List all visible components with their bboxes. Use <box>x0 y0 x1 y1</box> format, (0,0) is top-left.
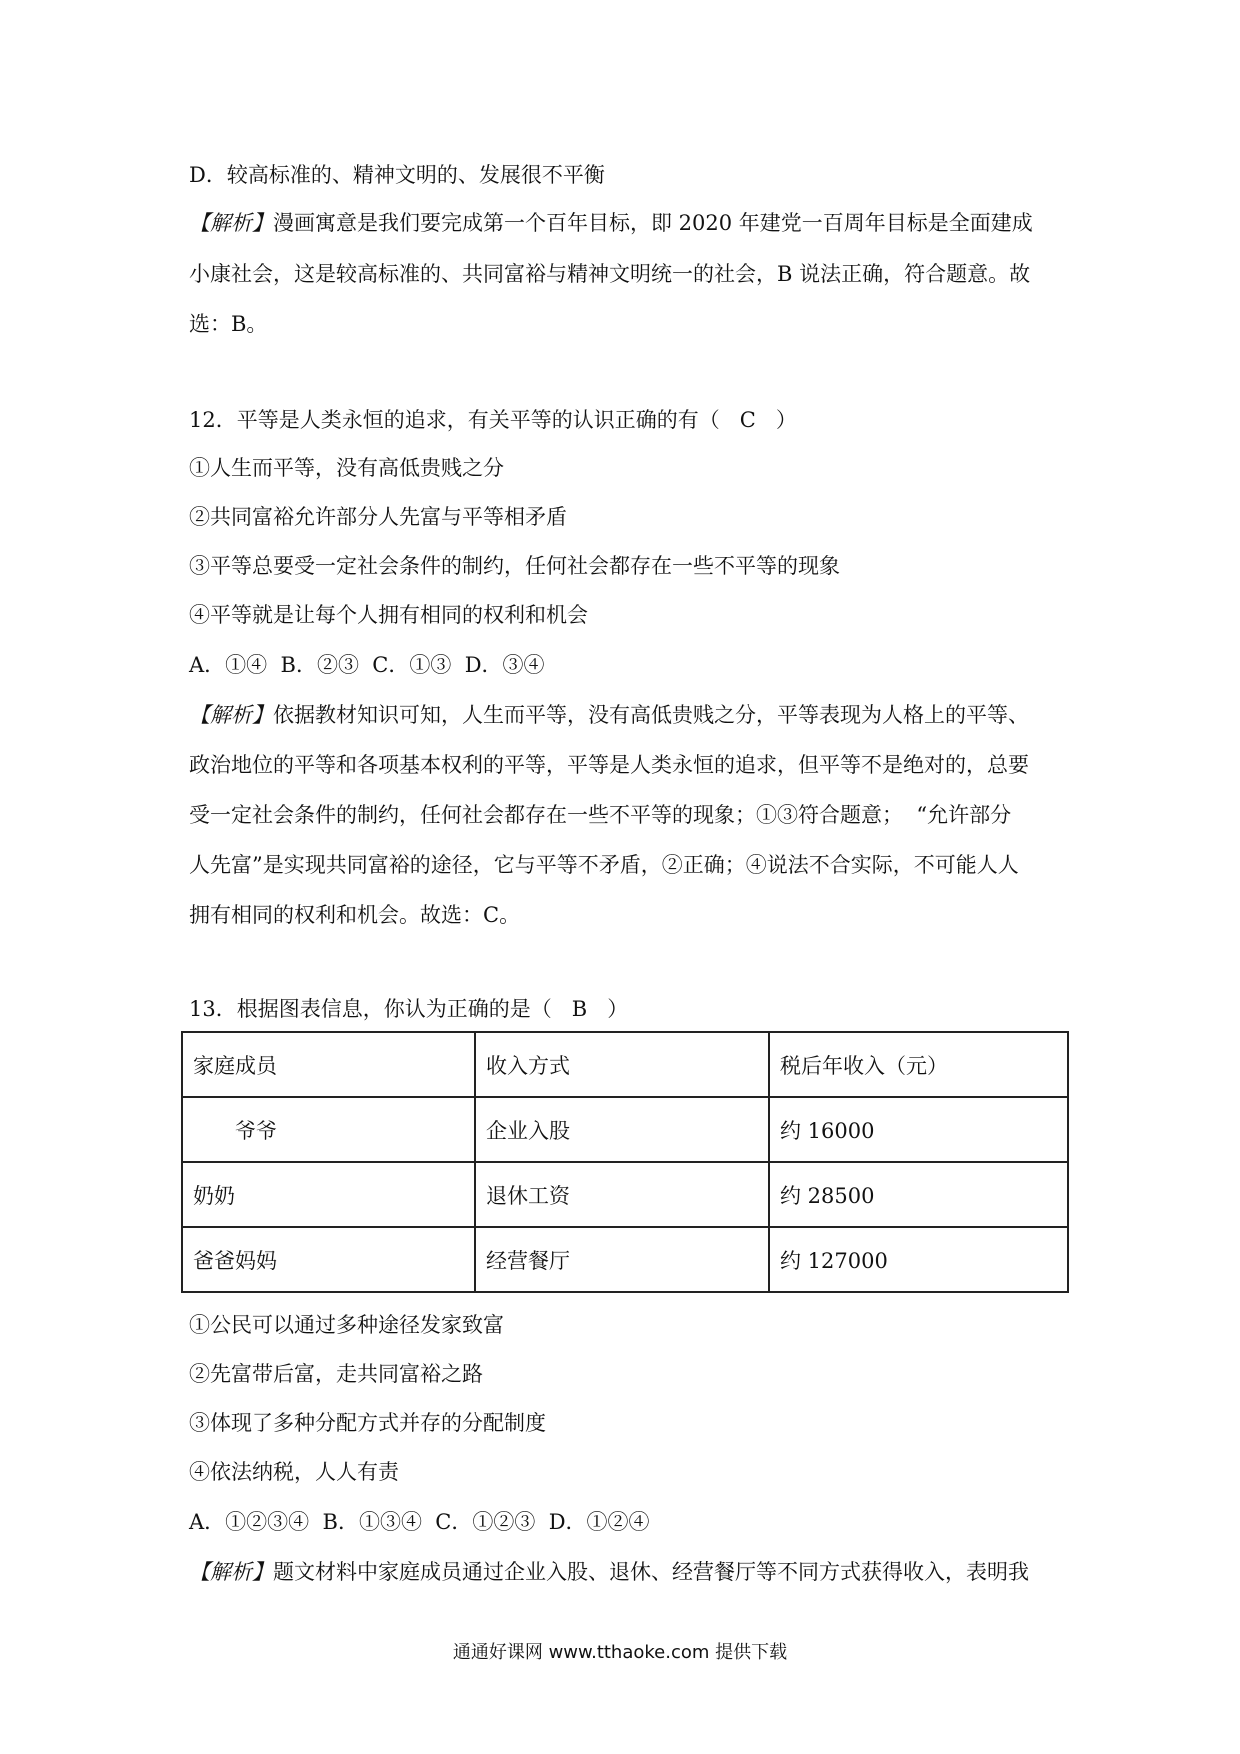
table-header-cell: 税后年收入（元） <box>769 1032 1068 1097</box>
table-row <box>182 1097 1068 1162</box>
q12-stem: 12．平等是人类永恒的追求，有关平等的认识正确的有（ C ） <box>189 408 797 432</box>
q13-statement-2: ②先富带后富，走共同富裕之路 <box>189 1362 483 1386</box>
q11-option-d: D．较高标准的、精神文明的、发展很不平衡 <box>189 163 605 187</box>
table-cell: 约 127000 <box>769 1227 1068 1292</box>
q12-analysis-line-4: 人先富”是实现共同富裕的途径，它与平等不矛盾，②正确；④说法不合实际，不可能人人 <box>189 853 1019 877</box>
q12-statement-3: ③平等总要受一定社会条件的制约，任何社会都存在一些不平等的现象 <box>189 554 840 578</box>
table-row <box>182 1227 1068 1292</box>
table-cell: 爷爷 <box>182 1097 475 1162</box>
table-cell: 奶奶 <box>182 1162 475 1227</box>
analysis-text: 题文材料中家庭成员通过企业入股、退休、经营餐厅等不同方式获得收入，表明我 <box>273 1560 1029 1584</box>
q13-stem: 13．根据图表信息，你认为正确的是（ B ） <box>189 997 629 1021</box>
analysis-tag: 【解析】 <box>189 703 273 727</box>
q13-statement-3: ③体现了多种分配方式并存的分配制度 <box>189 1411 546 1435</box>
table-cell: 经营餐厅 <box>475 1227 769 1292</box>
q12-options: A．①④ B．②③ C．①③ D．③④ <box>189 653 545 677</box>
analysis-tag: 【解析】 <box>189 1560 273 1584</box>
q13-statement-1: ①公民可以通过多种途径发家致富 <box>189 1313 504 1337</box>
analysis-tag: 【解析】 <box>189 211 273 235</box>
q11-analysis-line-3: 选：B。 <box>189 312 268 336</box>
q12-analysis-line-1 <box>189 705 1029 726</box>
table-cell: 企业入股 <box>475 1097 769 1162</box>
table-header-row <box>182 1032 1068 1097</box>
table-cell: 约 16000 <box>769 1097 1068 1162</box>
q11-analysis-line-1 <box>189 213 1033 234</box>
table-cell: 爸爸妈妈 <box>182 1227 475 1292</box>
table-header-cell: 收入方式 <box>475 1032 769 1097</box>
q11-analysis-line-2: 小康社会，这是较高标准的、共同富裕与精神文明统一的社会，B 说法正确，符合题意。故 <box>189 262 1031 286</box>
table-cell: 约 28500 <box>769 1162 1068 1227</box>
table-row <box>182 1162 1068 1227</box>
q12-statement-1: ①人生而平等，没有高低贵贱之分 <box>189 456 504 480</box>
q12-analysis-line-2: 政治地位的平等和各项基本权利的平等，平等是人类永恒的追求，但平等不是绝对的，总要 <box>189 753 1029 777</box>
q13-statement-4: ④依法纳税，人人有责 <box>189 1460 399 1484</box>
analysis-text: 依据教材知识可知，人生而平等，没有高低贵贱之分，平等表现为人格上的平等、 <box>273 703 1029 727</box>
q12-analysis-line-3: 受一定社会条件的制约，任何社会都存在一些不平等的现象；①③符合题意； “允许部分 <box>189 803 1012 827</box>
q12-analysis-line-5: 拥有相同的权利和机会。故选：C。 <box>189 903 521 927</box>
table-cell: 退休工资 <box>475 1162 769 1227</box>
q12-statement-4: ④平等就是让每个人拥有相同的权利和机会 <box>189 603 588 627</box>
table-header-cell: 家庭成员 <box>182 1032 475 1097</box>
analysis-text: 漫画寓意是我们要完成第一个百年目标，即 2020 年建党一百周年目标是全面建成 <box>273 211 1033 235</box>
page-footer: 通通好课网 www.tthaoke.com 提供下载 <box>452 1642 788 1663</box>
income-table <box>181 1031 1069 1293</box>
q12-statement-2: ②共同富裕允许部分人先富与平等相矛盾 <box>189 505 567 529</box>
q13-analysis-line-1 <box>189 1562 1029 1583</box>
q13-options: A．①②③④ B．①③④ C．①②③ D．①②④ <box>189 1510 650 1534</box>
